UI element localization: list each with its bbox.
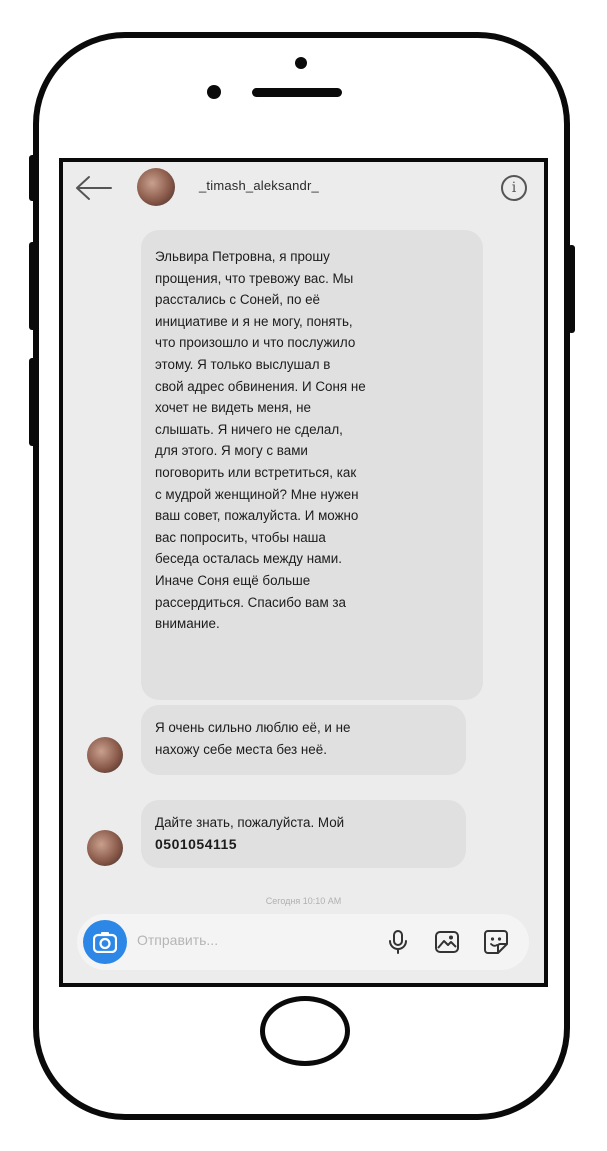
- message-bubble: [141, 800, 466, 868]
- contact-username[interactable]: _timash_aleksandr_: [199, 178, 319, 193]
- sender-avatar[interactable]: [87, 830, 123, 866]
- message-text: Эльвира Петровна, я прошу прощения, что тревожу вас. Мы расстались с Соней, по её инициативе и я не могу, понять, что произошло и что послужило этому. Я только выслушал в свой адрес обвинения. И Соня не хочет не видеть меня, не слышать. Я ничего не сделал, для этого. Я могу с вами поговорить или встретиться, как с мудрой женщиной? Мне нужен ваш совет, пожалуйста. И можно вас попросить, чтобы наша беседа осталась между нами. Иначе Соня ещё больше рассердиться. Спасибо вам за внимание.: [155, 249, 366, 632]
- message-text: Я очень сильно люблю её, и не нахожу себе места без неё.: [155, 720, 351, 757]
- mute-switch: [29, 155, 36, 201]
- volume-up-button: [29, 242, 36, 330]
- sender-avatar[interactable]: [87, 737, 123, 773]
- front-camera: [295, 57, 307, 69]
- message-bubble: [141, 705, 466, 775]
- message-input[interactable]: [137, 932, 357, 948]
- proximity-sensor: [207, 85, 221, 99]
- sticker-icon[interactable]: [482, 928, 510, 956]
- home-button[interactable]: [260, 996, 350, 1066]
- contact-avatar[interactable]: [137, 168, 175, 206]
- message-text: Дайте знать, пожалуйста. Мой: [155, 815, 345, 830]
- message-timestamp: Сегодня 10:10 AM: [265, 896, 342, 906]
- chat-header: [63, 162, 544, 220]
- message-composer: [77, 914, 529, 970]
- back-arrow-icon[interactable]: [73, 174, 113, 202]
- microphone-icon[interactable]: [384, 928, 412, 956]
- volume-down-button: [29, 358, 36, 446]
- info-icon[interactable]: i: [501, 175, 527, 201]
- camera-button[interactable]: [83, 920, 127, 964]
- power-button: [568, 245, 575, 333]
- earpiece-speaker: [252, 88, 342, 97]
- chat-screen: [59, 158, 548, 987]
- message-bubble: [141, 230, 483, 700]
- phone-number: 0501054115: [155, 835, 238, 852]
- gallery-icon[interactable]: [433, 928, 461, 956]
- camera-icon: [93, 931, 117, 953]
